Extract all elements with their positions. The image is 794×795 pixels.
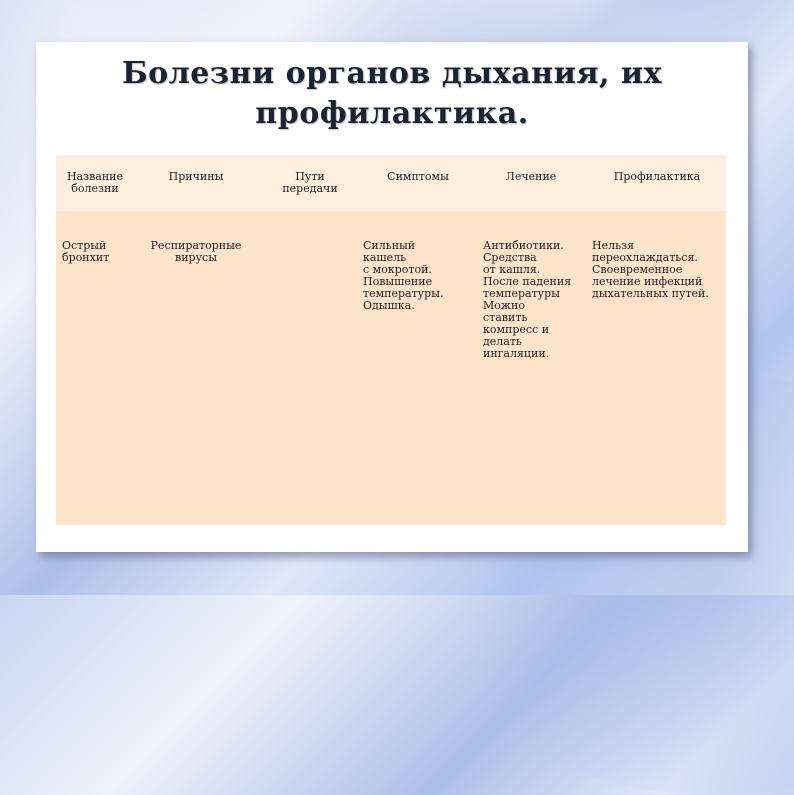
cell-treatment: Антибиотики. Средства от кашля. После падения температуры Можно ставить компресс и делать ингаляции. xyxy=(483,239,572,360)
slide-panel xyxy=(36,42,748,552)
header-prevention: Профилактика xyxy=(613,170,701,183)
header-symptoms: Симптомы xyxy=(387,170,449,183)
slide-title-line-1: Болезни органов дыхания, их xyxy=(121,56,663,91)
cell-symptoms: Сильный кашель с мокротой. Повышение температуры. Одышка. xyxy=(363,239,444,312)
header-disease-name: Название болезни xyxy=(66,170,124,195)
table-header-row xyxy=(56,155,726,211)
slide-title-line-2: профилактика. xyxy=(255,96,529,131)
header-causes: Причины xyxy=(168,170,224,183)
cell-disease-name: Острый бронхит xyxy=(62,239,110,264)
diseases-table xyxy=(56,155,726,525)
header-transmission: Пути передачи xyxy=(282,170,338,195)
slide-title xyxy=(36,54,748,134)
header-treatment: Лечение xyxy=(505,170,557,183)
cell-causes: Респираторные вирусы xyxy=(150,239,242,264)
cell-prevention: Нельзя переохлаждаться. Своевременное лечение инфекций дыхательных путей. xyxy=(592,239,709,300)
